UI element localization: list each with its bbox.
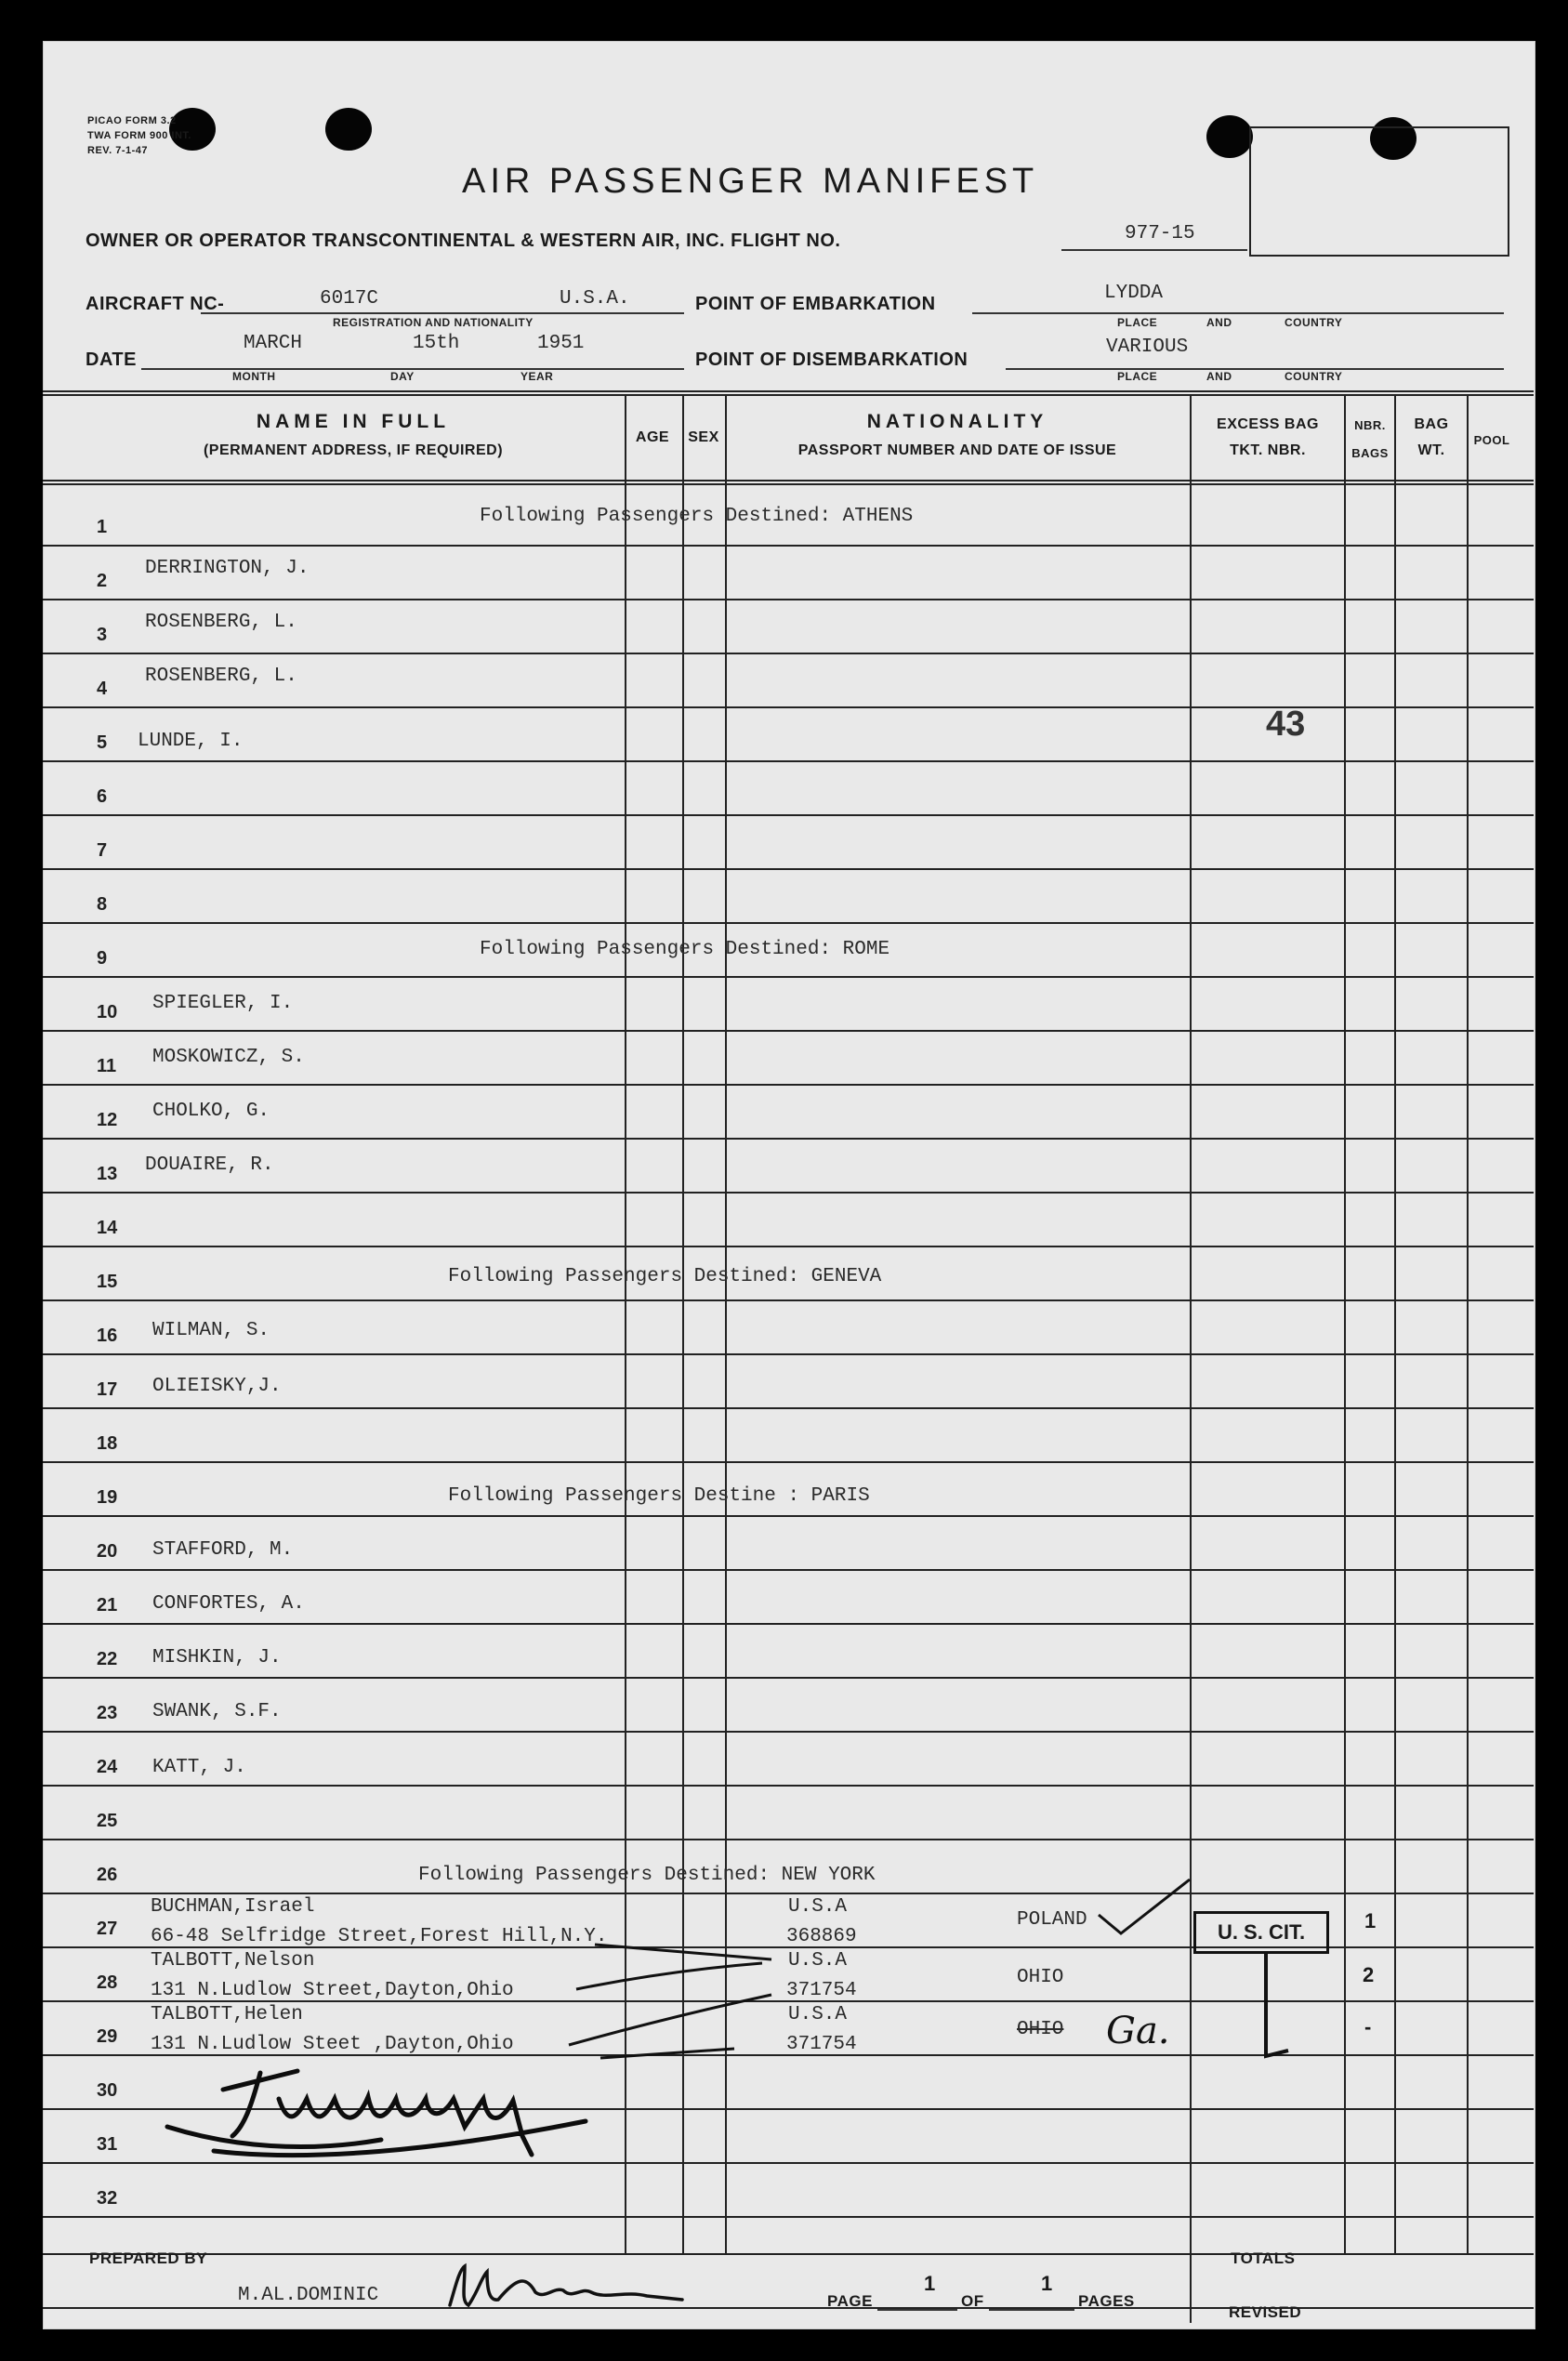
check-mark-icon	[1099, 1880, 1190, 1933]
row-number: 14	[97, 1218, 118, 1238]
prepared-by-name: M.AL.DOMINIC	[238, 2285, 379, 2306]
row-number: 2	[97, 571, 108, 591]
strike-line	[576, 1963, 762, 1989]
ny-passenger-name: TALBOTT,Nelson	[151, 1950, 315, 1972]
of-label: OF	[961, 2292, 984, 2310]
dominic-signature	[433, 2259, 693, 2324]
row-number: 18	[97, 1433, 118, 1454]
passenger-name: KATT, J.	[152, 1757, 246, 1778]
col-excess-header-2: TKT. NBR.	[1230, 442, 1306, 458]
ny-passenger-bags: -	[1364, 2015, 1372, 2038]
row-number: 24	[97, 1757, 118, 1777]
aircraft-nationality: U.S.A.	[560, 288, 630, 310]
row-number: 23	[97, 1703, 118, 1723]
passenger-name: ROSENBERG, L.	[145, 666, 297, 687]
ny-passenger-bags: 2	[1363, 1963, 1375, 1986]
date-label: DATE	[86, 350, 137, 370]
row-number: 17	[97, 1379, 118, 1400]
col-bag-header-2: WT.	[1417, 442, 1445, 458]
passenger-name: DERRINGTON, J.	[145, 558, 310, 579]
row-number: 29	[97, 2026, 118, 2047]
us-citizen-stamp: U. S. CIT.	[1193, 1911, 1329, 1954]
total-pages: 1	[1041, 2272, 1053, 2295]
passenger-name: MISHKIN, J.	[152, 1647, 282, 1669]
page-label: PAGE	[827, 2292, 873, 2310]
col-sex-header: SEX	[688, 429, 719, 445]
destination-heading: Following Passengers Destined: ROME	[480, 939, 890, 960]
country-caption: COUNTRY	[1285, 316, 1343, 329]
year-caption: YEAR	[520, 370, 554, 383]
maloney-signature	[158, 2062, 641, 2164]
row-number: 3	[97, 625, 108, 645]
row-number: 15	[97, 1272, 118, 1292]
day-caption: DAY	[390, 370, 415, 383]
col-nationality-header: NATIONALITY	[866, 411, 1048, 432]
country-caption-2: COUNTRY	[1285, 370, 1343, 383]
aircraft-registration: 6017C	[320, 288, 379, 310]
page-number: 1	[924, 2272, 936, 2295]
passenger-name: ROSENBERG, L.	[145, 612, 297, 633]
strike-line	[595, 1945, 771, 1959]
pen-note: Ga.	[1106, 2010, 1170, 2052]
ny-passenger-address: 66-48 Selfridge Street,Forest Hill,N.Y.	[151, 1926, 608, 1947]
col-age-header: AGE	[635, 429, 670, 445]
and-caption: AND	[1206, 316, 1232, 329]
ny-passenger-name: BUCHMAN,Israel	[151, 1896, 315, 1918]
disembarkation-value: VARIOUS	[1106, 336, 1189, 358]
destination-heading: Following Passengers Destined: NEW YORK	[418, 1865, 876, 1886]
ny-passenger-note-struck: OHIO	[1017, 2019, 1064, 2040]
passenger-name: WILMAN, S.	[152, 1320, 270, 1341]
row-number: 21	[97, 1595, 118, 1616]
date-month: MARCH	[244, 333, 303, 354]
form-id-line1: PICAO FORM 3.2	[87, 115, 177, 126]
place-caption: PLACE	[1117, 316, 1158, 329]
row-number: 10	[97, 1002, 118, 1022]
row-number: 25	[97, 1811, 118, 1831]
date-year: 1951	[537, 333, 585, 354]
destination-heading: Following Passengers Destined: GENEVA	[448, 1266, 882, 1287]
col-nbr-header-1: NBR.	[1354, 418, 1386, 432]
passenger-name: SPIEGLER, I.	[152, 993, 294, 1014]
passenger-name: DOUAIRE, R.	[145, 1154, 274, 1176]
row-number: 22	[97, 1649, 118, 1669]
ny-passenger-note: POLAND	[1017, 1909, 1087, 1931]
row-number: 8	[97, 894, 108, 915]
row-number: 20	[97, 1541, 118, 1562]
ny-passenger-nationality: U.S.A	[788, 1950, 848, 1972]
destination-heading: Following Passengers Destine : PARIS	[448, 1485, 870, 1507]
row-number: 12	[97, 1110, 118, 1130]
passenger-name: SWANK, S.F.	[152, 1701, 282, 1722]
col-nbr-header-2: BAGS	[1351, 446, 1389, 460]
ny-passenger-nationality: U.S.A	[788, 1896, 848, 1918]
totals-label: TOTALS	[1231, 2249, 1296, 2267]
row-number: 19	[97, 1487, 118, 1508]
form-id-line2: TWA FORM 900 INT.	[87, 130, 191, 141]
ny-passenger-name: TALBOTT,Helen	[151, 2004, 303, 2025]
row-number: 5	[97, 732, 108, 753]
row-number: 27	[97, 1919, 118, 1939]
passenger-name: CHOLKO, G.	[152, 1101, 270, 1122]
ny-passenger-address: 131 N.Ludlow Street,Dayton,Ohio	[151, 1980, 514, 2001]
passenger-name: OLIEISKY,J.	[152, 1376, 282, 1397]
and-caption-2: AND	[1206, 370, 1232, 383]
col-name-sub: (PERMANENT ADDRESS, IF REQUIRED)	[203, 442, 504, 458]
row-number: 4	[97, 679, 108, 699]
row-number: 26	[97, 1865, 118, 1885]
col-nationality-sub: PASSPORT NUMBER AND DATE OF ISSUE	[797, 442, 1117, 458]
passenger-name: MOSKOWICZ, S.	[152, 1047, 305, 1068]
form-id-line3: REV. 7-1-47	[87, 145, 149, 156]
strike-line	[569, 1995, 771, 2045]
col-name-header: NAME IN FULL	[256, 411, 451, 432]
passenger-name: CONFORTES, A.	[152, 1593, 305, 1615]
disembarkation-label: POINT OF DISEMBARKATION	[695, 350, 968, 370]
row-number: 9	[97, 948, 108, 969]
passenger-name: LUNDE, I.	[138, 731, 244, 752]
ny-passenger-passport: 368869	[786, 1926, 857, 1947]
row-number: 7	[97, 840, 108, 861]
row-number: 31	[97, 2134, 118, 2155]
row-number: 16	[97, 1326, 118, 1346]
row-number: 11	[97, 1056, 117, 1076]
aircraft-label: AIRCRAFT NC-	[86, 294, 225, 314]
pages-label: PAGES	[1078, 2292, 1135, 2310]
flight-number: 977-15	[1125, 223, 1195, 244]
row-number: 6	[97, 786, 108, 807]
prepared-by-label: PREPARED BY	[89, 2249, 208, 2267]
row-number: 13	[97, 1164, 118, 1184]
manifest-title: AIR PASSENGER MANIFEST	[462, 162, 1039, 201]
col-bag-header-1: BAG	[1414, 416, 1449, 432]
embarkation-value: LYDDA	[1104, 283, 1164, 304]
ny-passenger-bags: 1	[1364, 1909, 1377, 1932]
owner-label: OWNER OR OPERATOR TRANSCONTINENTAL & WESTERN AIR, INC. FLIGHT NO.	[86, 231, 841, 251]
passenger-name: STAFFORD, M.	[152, 1539, 294, 1561]
excess-bag-ticket: 43	[1266, 705, 1306, 744]
row-number: 32	[97, 2188, 118, 2209]
embarkation-label: POINT OF EMBARKATION	[695, 294, 936, 314]
row-number: 1	[97, 517, 108, 537]
ny-passenger-note: OHIO	[1017, 1967, 1064, 1988]
strike-line	[600, 2049, 734, 2058]
col-excess-header-1: EXCESS BAG	[1217, 416, 1319, 432]
revised-label: REVISED	[1229, 2303, 1302, 2321]
row-number: 30	[97, 2080, 118, 2101]
ny-passenger-passport: 371754	[786, 1980, 857, 2001]
place-caption-2: PLACE	[1117, 370, 1158, 383]
destination-heading: Following Passengers Destined: ATHENS	[480, 506, 914, 527]
registration-caption: REGISTRATION AND NATIONALITY	[333, 316, 534, 329]
bracket-mark	[1266, 1952, 1288, 2056]
col-pool-header: POOL	[1473, 433, 1510, 447]
date-day: 15th	[413, 333, 460, 354]
ny-passenger-address: 131 N.Ludlow Steet ,Dayton,Ohio	[151, 2034, 514, 2055]
month-caption: MONTH	[232, 370, 276, 383]
ny-passenger-nationality: U.S.A	[788, 2004, 848, 2025]
ny-passenger-passport: 371754	[786, 2034, 857, 2055]
row-number: 28	[97, 1972, 118, 1993]
